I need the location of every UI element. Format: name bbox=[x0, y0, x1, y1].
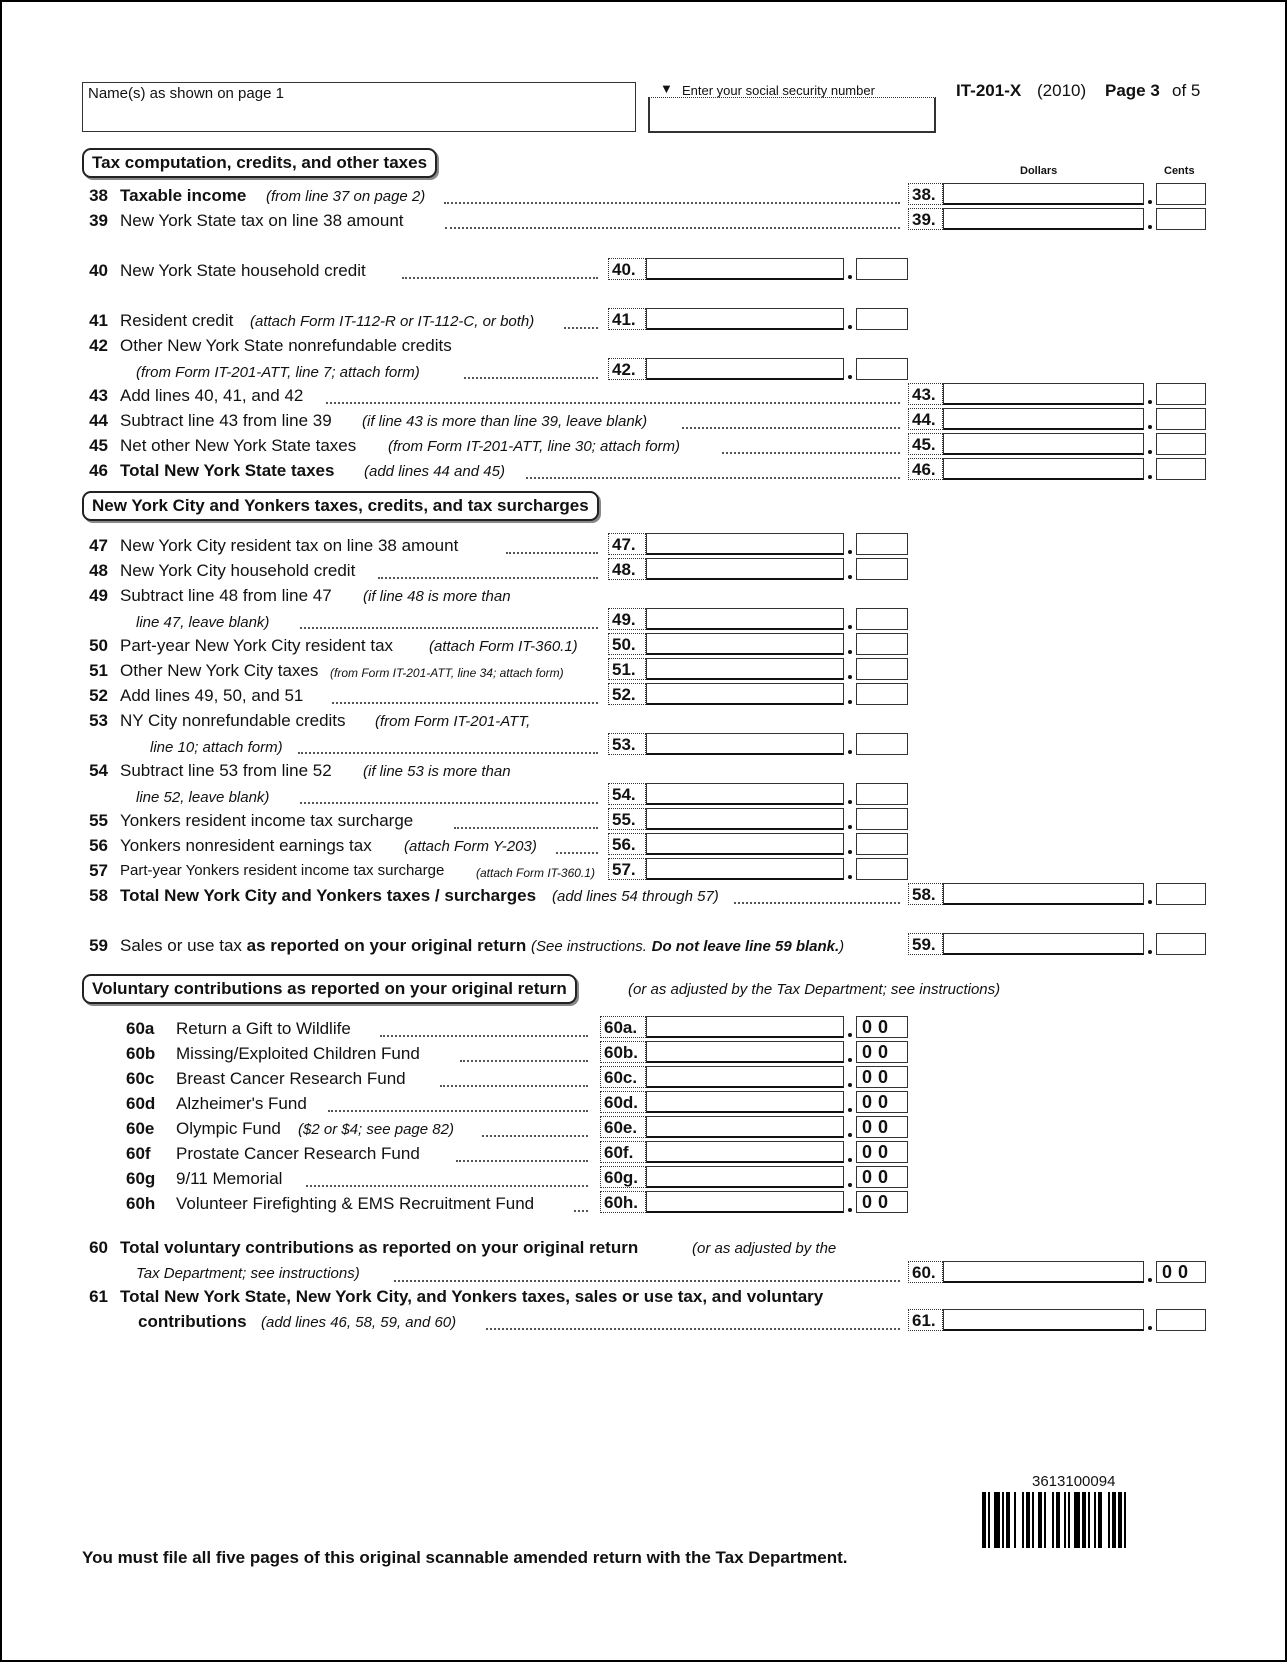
line-52-number: 52 bbox=[89, 686, 108, 705]
barcode-bar bbox=[1124, 1492, 1126, 1548]
line-43-leader bbox=[326, 402, 900, 404]
line-44-decimal-point bbox=[1148, 425, 1152, 429]
line-56-leader bbox=[556, 852, 598, 854]
line-42-number: 42 bbox=[89, 336, 108, 355]
line-45-leader bbox=[722, 452, 900, 454]
line-48-cents-input[interactable] bbox=[856, 558, 908, 580]
barcode bbox=[982, 1492, 1188, 1548]
line-60b-number: 60b bbox=[126, 1044, 156, 1063]
line-53-cents-input[interactable] bbox=[856, 733, 908, 755]
barcode-bar bbox=[1032, 1492, 1034, 1548]
line-47-dollars-input[interactable] bbox=[646, 533, 844, 555]
line-60d-leader bbox=[328, 1110, 588, 1112]
line-56-text: Yonkers nonresident earnings tax bbox=[120, 836, 372, 855]
barcode-bar bbox=[1022, 1492, 1024, 1548]
barcode-bar bbox=[1112, 1492, 1116, 1548]
line-60f-number: 60f bbox=[126, 1144, 151, 1163]
line-60g-dollars-input[interactable] bbox=[646, 1166, 844, 1188]
line-40-leader bbox=[402, 277, 598, 279]
line-45-dollars-input[interactable] bbox=[943, 433, 1144, 455]
line-50-cents-input[interactable] bbox=[856, 633, 908, 655]
line-60h-dollars-input[interactable] bbox=[646, 1191, 844, 1213]
line-57-note: (attach Form IT-360.1) bbox=[476, 866, 595, 880]
line-46-number: 46 bbox=[89, 461, 108, 480]
line-48-decimal-point bbox=[848, 575, 852, 579]
line-51-text: Other New York City taxes bbox=[120, 661, 319, 680]
line-50-box-label: 50. bbox=[608, 633, 646, 655]
line-49-box-label: 49. bbox=[608, 608, 646, 630]
line-41-cents-input[interactable] bbox=[856, 308, 908, 330]
line-44-box-label: 44. bbox=[908, 408, 943, 430]
line-56-dollars-input[interactable] bbox=[646, 833, 844, 855]
line-52-decimal-point bbox=[848, 700, 852, 704]
line-60d-box-label: 60d. bbox=[600, 1091, 646, 1113]
line-60d-text: Alzheimer's Fund bbox=[176, 1094, 307, 1113]
section-voluntary-note: (or as adjusted by the Tax Department; see instructions) bbox=[628, 981, 1001, 998]
line-43-decimal-point bbox=[1148, 400, 1152, 404]
line-41-number: 41 bbox=[89, 311, 108, 330]
line-60-decimal-point bbox=[1148, 1278, 1152, 1282]
line-60c-decimal-point bbox=[848, 1083, 852, 1087]
line-60g-text: 9/11 Memorial bbox=[176, 1169, 283, 1188]
line-59-text-main: Sales or use tax bbox=[120, 936, 242, 955]
line-60a-number: 60a bbox=[126, 1019, 155, 1038]
line-51-dollars-input[interactable] bbox=[646, 658, 844, 680]
line-46-decimal-point bbox=[1148, 475, 1152, 479]
line-49-text: Subtract line 48 from line 47 bbox=[120, 586, 332, 605]
line-38-box-label: 38. bbox=[908, 183, 943, 205]
line-59-box-label: 59. bbox=[908, 933, 943, 955]
line-60f-text: Prostate Cancer Research Fund bbox=[176, 1144, 420, 1163]
line-44-dollars-input[interactable] bbox=[943, 408, 1144, 430]
barcode-bar bbox=[1064, 1492, 1066, 1548]
line-54-decimal-point bbox=[848, 800, 852, 804]
line-43-cents-input[interactable] bbox=[1156, 383, 1206, 405]
line-46-box-label: 46. bbox=[908, 458, 943, 480]
line-39-box-label: 39. bbox=[908, 208, 943, 230]
line-53-number: 53 bbox=[89, 711, 108, 730]
line-59-decimal-point bbox=[1148, 950, 1152, 954]
line-58-decimal-point bbox=[1148, 900, 1152, 904]
line-60f-dollars-input[interactable] bbox=[646, 1141, 844, 1163]
line-42-dollars-input[interactable] bbox=[646, 358, 844, 380]
line-59-dollars-input[interactable] bbox=[943, 933, 1144, 955]
barcode-bar bbox=[988, 1492, 990, 1548]
line-46-cents-input[interactable] bbox=[1156, 458, 1206, 480]
cents-column-header: Cents bbox=[1164, 165, 1195, 177]
line-60-dollars-input[interactable] bbox=[943, 1261, 1144, 1283]
line-50-number: 50 bbox=[89, 636, 108, 655]
line-52-dollars-input[interactable] bbox=[646, 683, 844, 705]
line-38-number: 38 bbox=[89, 186, 108, 205]
barcode-bar bbox=[1108, 1492, 1110, 1548]
line-61-dollars-input[interactable] bbox=[943, 1309, 1144, 1331]
line-56-box-label: 56. bbox=[608, 833, 646, 855]
line-60-number: 60 bbox=[89, 1238, 108, 1257]
line-45-note: (from Form IT-201-ATT, line 30; attach form) bbox=[388, 438, 681, 455]
line-46-dollars-input[interactable] bbox=[943, 458, 1144, 480]
line-61-number: 61 bbox=[89, 1287, 108, 1306]
line-54-cents-input[interactable] bbox=[856, 783, 908, 805]
line-44-cents-input[interactable] bbox=[1156, 408, 1206, 430]
line-44-text: Subtract line 43 from line 39 bbox=[120, 411, 332, 430]
line-41-box-label: 41. bbox=[608, 308, 646, 330]
barcode-bar bbox=[1038, 1492, 1042, 1548]
line-54-number: 54 bbox=[89, 761, 108, 780]
line-53-box-label: 53. bbox=[608, 733, 646, 755]
line-60c-cents-input[interactable]: 00 bbox=[856, 1066, 908, 1088]
line-54-note-cont: line 52, leave blank) bbox=[136, 789, 270, 806]
barcode-bar bbox=[1026, 1492, 1030, 1548]
line-59-text bbox=[120, 936, 844, 957]
line-60a-dollars-input[interactable] bbox=[646, 1016, 844, 1038]
line-60h-cents-input[interactable]: 00 bbox=[856, 1191, 908, 1213]
line-48-text: New York City household credit bbox=[120, 561, 356, 580]
line-49-leader bbox=[300, 627, 598, 629]
line-51-note: (from Form IT-201-ATT, line 34; attach form) bbox=[330, 666, 564, 680]
line-38-decimal-point bbox=[1148, 200, 1152, 204]
line-39-text: New York State tax on line 38 amount bbox=[120, 211, 404, 230]
line-60f-box-label: 60f. bbox=[600, 1141, 646, 1163]
line-57-cents-input[interactable] bbox=[856, 858, 908, 880]
barcode-bar bbox=[1056, 1492, 1060, 1548]
line-60b-decimal-point bbox=[848, 1058, 852, 1062]
line-61-text: Total New York State, New York City, and Yonkers taxes, sales or use tax, and voluntary bbox=[120, 1287, 824, 1306]
line-47-number: 47 bbox=[89, 536, 108, 555]
line-53-leader bbox=[298, 752, 598, 754]
form-year: (2010) bbox=[1037, 81, 1087, 100]
line-60d-number: 60d bbox=[126, 1094, 156, 1113]
line-60a-leader bbox=[380, 1035, 588, 1037]
line-41-decimal-point bbox=[848, 325, 852, 329]
line-40-text: New York State household credit bbox=[120, 261, 366, 280]
line-60d-dollars-input[interactable] bbox=[646, 1091, 844, 1113]
page-total: of 5 bbox=[1172, 81, 1201, 100]
line-60b-cents-input[interactable]: 00 bbox=[856, 1041, 908, 1063]
line-43-number: 43 bbox=[89, 386, 108, 405]
line-60e-cents-input[interactable]: 00 bbox=[856, 1116, 908, 1138]
line-55-cents-input[interactable] bbox=[856, 808, 908, 830]
line-49-decimal-point bbox=[848, 625, 852, 629]
line-60c-dollars-input[interactable] bbox=[646, 1066, 844, 1088]
line-61-decimal-point bbox=[1148, 1326, 1152, 1330]
line-58-number: 58 bbox=[89, 886, 108, 905]
line-61-text-cont: contributions bbox=[138, 1312, 247, 1331]
line-55-decimal-point bbox=[848, 825, 852, 829]
line-38-text: Taxable income bbox=[120, 186, 247, 205]
line-54-text: Subtract line 53 from line 52 bbox=[120, 761, 332, 780]
line-51-cents-input[interactable] bbox=[856, 658, 908, 680]
line-56-cents-input[interactable] bbox=[856, 833, 908, 855]
barcode-number: 3613100094 bbox=[1032, 1473, 1116, 1490]
line-61-note: (add lines 46, 58, 59, and 60) bbox=[261, 1314, 457, 1331]
line-44-leader bbox=[682, 427, 900, 429]
line-55-text: Yonkers resident income tax surcharge bbox=[120, 811, 414, 830]
line-39-decimal-point bbox=[1148, 225, 1152, 229]
line-58-text: Total New York City and Yonkers taxes / surcharges bbox=[120, 886, 537, 905]
line-40-dollars-input[interactable] bbox=[646, 258, 844, 280]
line-60-box-label: 60. bbox=[908, 1261, 943, 1283]
section-tax-header: Tax computation, credits, and other taxes bbox=[82, 148, 437, 178]
line-59-note-bold: Do not leave line 59 blank. bbox=[651, 938, 840, 955]
line-60a-text: Return a Gift to Wildlife bbox=[176, 1019, 351, 1038]
line-52-cents-input[interactable] bbox=[856, 683, 908, 705]
footer-notice: You must file all five pages of this original scannable amended return with the Tax Department. bbox=[82, 1548, 848, 1567]
line-38-cents-input[interactable] bbox=[1156, 183, 1206, 205]
line-60d-cents-input[interactable]: 00 bbox=[856, 1091, 908, 1113]
barcode-bar bbox=[1002, 1492, 1004, 1548]
line-40-cents-input[interactable] bbox=[856, 258, 908, 280]
line-59-number: 59 bbox=[89, 936, 108, 955]
line-43-text: Add lines 40, 41, and 42 bbox=[120, 386, 304, 405]
line-53-note: (from Form IT-201-ATT, bbox=[375, 713, 531, 730]
line-45-cents-input[interactable] bbox=[1156, 433, 1206, 455]
line-58-dollars-input[interactable] bbox=[943, 883, 1144, 905]
line-42-cents-input[interactable] bbox=[856, 358, 908, 380]
line-42-leader bbox=[464, 377, 598, 379]
line-42-box-label: 42. bbox=[608, 358, 646, 380]
line-43-box-label: 43. bbox=[908, 383, 943, 405]
line-60a-decimal-point bbox=[848, 1033, 852, 1037]
line-55-leader bbox=[454, 827, 598, 829]
line-60g-number: 60g bbox=[126, 1169, 156, 1188]
line-59-note-end: ) bbox=[839, 938, 845, 955]
line-40-number: 40 bbox=[89, 261, 108, 280]
barcode-bar bbox=[1118, 1492, 1122, 1548]
line-43-dollars-input[interactable] bbox=[943, 383, 1144, 405]
line-49-cents-input[interactable] bbox=[856, 608, 908, 630]
line-60f-decimal-point bbox=[848, 1158, 852, 1162]
line-59-note: (See instructions. bbox=[530, 938, 647, 955]
line-60h-text: Volunteer Firefighting & EMS Recruitment Fund bbox=[176, 1194, 535, 1213]
line-60b-dollars-input[interactable] bbox=[646, 1041, 844, 1063]
line-50-note: (attach Form IT-360.1) bbox=[429, 638, 578, 655]
line-48-leader bbox=[378, 577, 598, 579]
line-60-leader bbox=[394, 1280, 900, 1282]
line-56-decimal-point bbox=[848, 850, 852, 854]
line-54-leader bbox=[300, 802, 598, 804]
barcode-bar bbox=[1094, 1492, 1096, 1548]
line-58-cents-input[interactable] bbox=[1156, 883, 1206, 905]
line-51-box-label: 51. bbox=[608, 658, 646, 680]
line-60a-cents-input[interactable]: 00 bbox=[856, 1016, 908, 1038]
line-45-box-label: 45. bbox=[908, 433, 943, 455]
line-57-decimal-point bbox=[848, 875, 852, 879]
barcode-bar bbox=[1006, 1492, 1010, 1548]
line-60e-text: Olympic Fund bbox=[176, 1119, 281, 1138]
line-45-text: Net other New York State taxes bbox=[120, 436, 357, 455]
line-60h-number: 60h bbox=[126, 1194, 156, 1213]
line-52-text: Add lines 49, 50, and 51 bbox=[120, 686, 304, 705]
line-48-dollars-input[interactable] bbox=[646, 558, 844, 580]
line-42-decimal-point bbox=[848, 375, 852, 379]
line-53-decimal-point bbox=[848, 750, 852, 754]
line-61-box-label: 61. bbox=[908, 1309, 943, 1331]
line-55-number: 55 bbox=[89, 811, 108, 830]
line-58-note: (add lines 54 through 57) bbox=[552, 888, 719, 905]
barcode-bar bbox=[1014, 1492, 1016, 1548]
line-50-decimal-point bbox=[848, 650, 852, 654]
line-58-leader bbox=[734, 902, 900, 904]
line-49-number: 49 bbox=[89, 586, 108, 605]
line-39-number: 39 bbox=[89, 211, 108, 230]
barcode-bar bbox=[1068, 1492, 1070, 1548]
section-voluntary-header: Voluntary contributions as reported on your original return bbox=[82, 974, 577, 1004]
line-38-dollars-input[interactable] bbox=[943, 183, 1144, 205]
line-39-cents-input[interactable] bbox=[1156, 208, 1206, 230]
line-60g-cents-input[interactable]: 00 bbox=[856, 1166, 908, 1188]
arrow-down-icon: ▼ bbox=[660, 81, 673, 96]
line-41-note: (attach Form IT-112-R or IT-112-C, or both) bbox=[250, 313, 535, 330]
line-60-text: Total voluntary contributions as reported on your original return bbox=[120, 1238, 639, 1257]
line-57-dollars-input[interactable] bbox=[646, 858, 844, 880]
line-60f-cents-input[interactable]: 00 bbox=[856, 1141, 908, 1163]
line-53-note-cont: line 10; attach form) bbox=[150, 739, 283, 756]
line-47-text: New York City resident tax on line 38 amount bbox=[120, 536, 459, 555]
line-60g-leader bbox=[306, 1185, 588, 1187]
line-46-leader bbox=[526, 477, 900, 479]
line-60-cents-input[interactable]: 00 bbox=[1156, 1261, 1206, 1283]
line-56-note: (attach Form Y-203) bbox=[404, 838, 537, 855]
line-60h-leader bbox=[574, 1210, 588, 1212]
line-39-dollars-input[interactable] bbox=[943, 208, 1144, 230]
line-57-box-label: 57. bbox=[608, 858, 646, 880]
line-60a-box-label: 60a. bbox=[600, 1016, 646, 1038]
line-54-dollars-input[interactable] bbox=[646, 783, 844, 805]
line-44-number: 44 bbox=[89, 411, 108, 430]
barcode-bar bbox=[982, 1492, 986, 1548]
line-60c-text: Breast Cancer Research Fund bbox=[176, 1069, 406, 1088]
line-49-note-cont: line 47, leave blank) bbox=[136, 614, 270, 631]
line-61-leader bbox=[486, 1328, 900, 1330]
line-52-box-label: 52. bbox=[608, 683, 646, 705]
line-51-number: 51 bbox=[89, 661, 108, 680]
line-51-decimal-point bbox=[848, 675, 852, 679]
line-60e-number: 60e bbox=[126, 1119, 155, 1138]
line-47-box-label: 47. bbox=[608, 533, 646, 555]
line-60c-leader bbox=[440, 1085, 588, 1087]
line-53-dollars-input[interactable] bbox=[646, 733, 844, 755]
line-60b-text: Missing/Exploited Children Fund bbox=[176, 1044, 420, 1063]
form-id: IT-201-X bbox=[956, 81, 1022, 100]
line-45-number: 45 bbox=[89, 436, 108, 455]
page-number: Page 3 bbox=[1105, 81, 1160, 100]
line-60e-leader bbox=[482, 1135, 588, 1137]
line-60f-leader bbox=[456, 1160, 588, 1162]
line-48-number: 48 bbox=[89, 561, 108, 580]
ssn-input[interactable] bbox=[648, 97, 936, 133]
line-57-text: Part-year Yonkers resident income tax surcharge bbox=[120, 862, 445, 879]
line-61-cents-input[interactable] bbox=[1156, 1309, 1206, 1331]
line-60-note-cont: Tax Department; see instructions) bbox=[136, 1265, 360, 1282]
barcode-bar bbox=[1052, 1492, 1054, 1548]
line-52-leader bbox=[332, 702, 598, 704]
line-41-leader bbox=[564, 327, 598, 329]
line-55-box-label: 55. bbox=[608, 808, 646, 830]
dollars-column-header: Dollars bbox=[1020, 165, 1058, 177]
line-54-note: (if line 53 is more than bbox=[363, 763, 511, 780]
section-city-header: New York City and Yonkers taxes, credits, and tax surcharges bbox=[82, 491, 599, 521]
line-38-leader bbox=[444, 202, 900, 204]
line-53-text: NY City nonrefundable credits bbox=[120, 711, 346, 730]
line-60e-dollars-input[interactable] bbox=[646, 1116, 844, 1138]
line-47-decimal-point bbox=[848, 550, 852, 554]
line-60g-box-label: 60g. bbox=[600, 1166, 646, 1188]
line-49-dollars-input[interactable] bbox=[646, 608, 844, 630]
line-45-decimal-point bbox=[1148, 450, 1152, 454]
line-60h-box-label: 60h. bbox=[600, 1191, 646, 1213]
line-44-note: (if line 43 is more than line 39, leave blank) bbox=[362, 413, 648, 430]
line-46-text: Total New York State taxes bbox=[120, 461, 335, 480]
name-field-label: Name(s) as shown on page 1 bbox=[88, 85, 284, 102]
line-60e-decimal-point bbox=[848, 1133, 852, 1137]
line-59-text-bold: as reported on your original return bbox=[246, 936, 527, 955]
line-48-box-label: 48. bbox=[608, 558, 646, 580]
line-40-box-label: 40. bbox=[608, 258, 646, 280]
line-56-number: 56 bbox=[89, 836, 108, 855]
line-47-cents-input[interactable] bbox=[856, 533, 908, 555]
line-60b-leader bbox=[460, 1060, 588, 1062]
barcode-bar bbox=[1098, 1492, 1102, 1548]
line-60d-decimal-point bbox=[848, 1108, 852, 1112]
line-54-box-label: 54. bbox=[608, 783, 646, 805]
barcode-bar bbox=[1044, 1492, 1046, 1548]
line-60h-decimal-point bbox=[848, 1208, 852, 1212]
line-60e-note: ($2 or $4; see page 82) bbox=[298, 1121, 454, 1138]
line-58-box-label: 58. bbox=[908, 883, 943, 905]
line-60g-decimal-point bbox=[848, 1183, 852, 1187]
line-40-decimal-point bbox=[848, 275, 852, 279]
line-49-note: (if line 48 is more than bbox=[363, 588, 511, 605]
line-47-leader bbox=[506, 552, 598, 554]
barcode-bar bbox=[1082, 1492, 1086, 1548]
line-42-text: Other New York State nonrefundable credits bbox=[120, 336, 452, 355]
barcode-bar bbox=[1088, 1492, 1090, 1548]
line-42-note: (from Form IT-201-ATT, line 7; attach form) bbox=[136, 364, 420, 381]
line-41-dollars-input[interactable] bbox=[646, 308, 844, 330]
line-50-text: Part-year New York City resident tax bbox=[120, 636, 394, 655]
line-60c-box-label: 60c. bbox=[600, 1066, 646, 1088]
line-60-note: (or as adjusted by the bbox=[692, 1240, 837, 1257]
line-55-dollars-input[interactable] bbox=[646, 808, 844, 830]
line-41-text: Resident credit bbox=[120, 311, 234, 330]
line-60b-box-label: 60b. bbox=[600, 1041, 646, 1063]
line-59-cents-input[interactable] bbox=[1156, 933, 1206, 955]
ssn-field-label: Enter your social security number bbox=[682, 83, 875, 98]
line-60c-number: 60c bbox=[126, 1069, 155, 1088]
line-50-dollars-input[interactable] bbox=[646, 633, 844, 655]
line-38-note: (from line 37 on page 2) bbox=[266, 188, 426, 205]
line-60e-box-label: 60e. bbox=[600, 1116, 646, 1138]
barcode-bar bbox=[994, 1492, 1000, 1548]
barcode-bar bbox=[1074, 1492, 1080, 1548]
line-46-note: (add lines 44 and 45) bbox=[364, 463, 505, 480]
line-39-leader bbox=[445, 227, 900, 229]
line-57-number: 57 bbox=[89, 861, 108, 880]
